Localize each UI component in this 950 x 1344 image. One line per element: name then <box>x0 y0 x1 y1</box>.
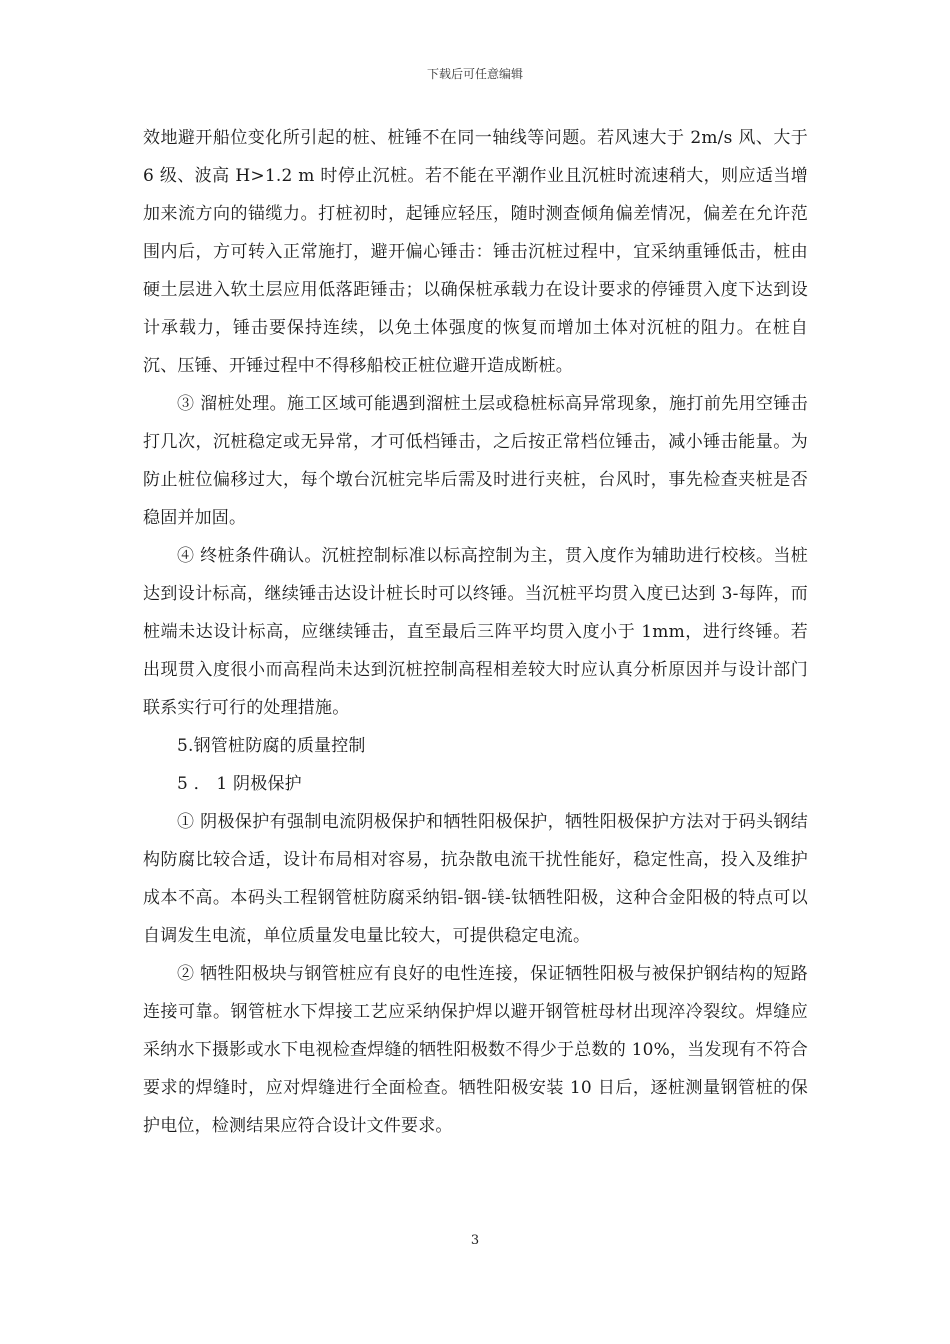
paragraph-pile-slip: ③ 溜桩处理。施工区域可能遇到溜桩土层或稳桩标高异常现象，施打前先用空锤击打几次，沉桩稳定或无异常，才可低档锤击，之后按正常档位锤击，减小锤击能量。为防止桩位偏移过大，每个墩台沉桩完毕后需及时进行夹桩，台风时，事先检查夹桩是否稳固并加固。 <box>143 394 808 528</box>
paragraph-sacrificial-anode: ② 牺牲阳极块与钢管桩应有良好的电性连接，保证牺牲阳极与被保护钢结构的短路连接可靠。钢管桩水下焊接工艺应采纳保护焊以避开钢管桩母材出现淬冷裂纹。焊缝应采纳水下摄影或水下电视检查焊缝的牺牲阳极数不得少于总数的 10%，当发现有不符合要求的焊缝时，应对焊缝进行全面检查。牺牲阳极安装 10 日后，逐桩测量钢管桩的保护电位，检测结果应符合设计文件要求。 <box>143 964 808 1136</box>
paragraph-final-pile: ④ 终桩条件确认。沉桩控制标准以标高控制为主，贯入度作为辅助进行校核。当桩达到设计标高，继续锤击达设计桩长时可以终锤。当沉桩平均贯入度已达到 3-每阵，而桩端未达设计标高，应继续锤击，直至最后三阵平均贯入度小于 1mm，进行终锤。若出现贯入度很小而高程尚未达到沉桩控制高程相差较大时应认真分析原因并与设计部门联系实行可行的处理措施。 <box>143 546 808 718</box>
document-body <box>143 119 808 1145</box>
page-number: 3 <box>470 1233 480 1248</box>
paragraph-pile-driving: 效地避开船位变化所引起的桩、桩锤不在同一轴线等问题。若风速大于 2m/s 风、大于 6 级、波高 H>1.2 m 时停止沉桩。若不能在平潮作业且沉桩时流速稍大，则应适当增加来流方向的锚缆力。打桩初时，起锤应轻压，随时测查倾角偏差情况，偏差在允许范围内后，方可转入正常施打，避开偏心锤击：锤击沉桩过程中，宜采纳重锤低击，桩由硬土层进入软土层应用低落距锤击；以确保桩承载力在设计要求的停锤贯入度下达到设计承载力，锤击要保持连续，以免土体强度的恢复而增加土体对沉桩的阻力。在桩自沉、压锤、开锤过程中不得移船校正桩位避开造成断桩。 <box>143 128 808 376</box>
paragraph-cathodic-protection: ① 阴极保护有强制电流阴极保护和牺牲阳极保护，牺牲阳极保护方法对于码头钢结构防腐比较合适，设计布局相对容易，抗杂散电流干扰性能好，稳定性高，投入及维护成本不高。本码头工程钢管桩防腐采纳铝-铟-镁-钛牺牲阳极，这种合金阳极的特点可以自调发生电流，单位质量发电量比较大，可提供稳定电流。 <box>143 812 808 946</box>
subsection-heading-cathodic: 5 ． 1 阴极保护 <box>177 774 302 794</box>
page-header: 下载后可任意编辑 <box>426 67 523 81</box>
section-heading-anticorrosion: 5.钢管桩防腐的质量控制 <box>177 736 366 756</box>
